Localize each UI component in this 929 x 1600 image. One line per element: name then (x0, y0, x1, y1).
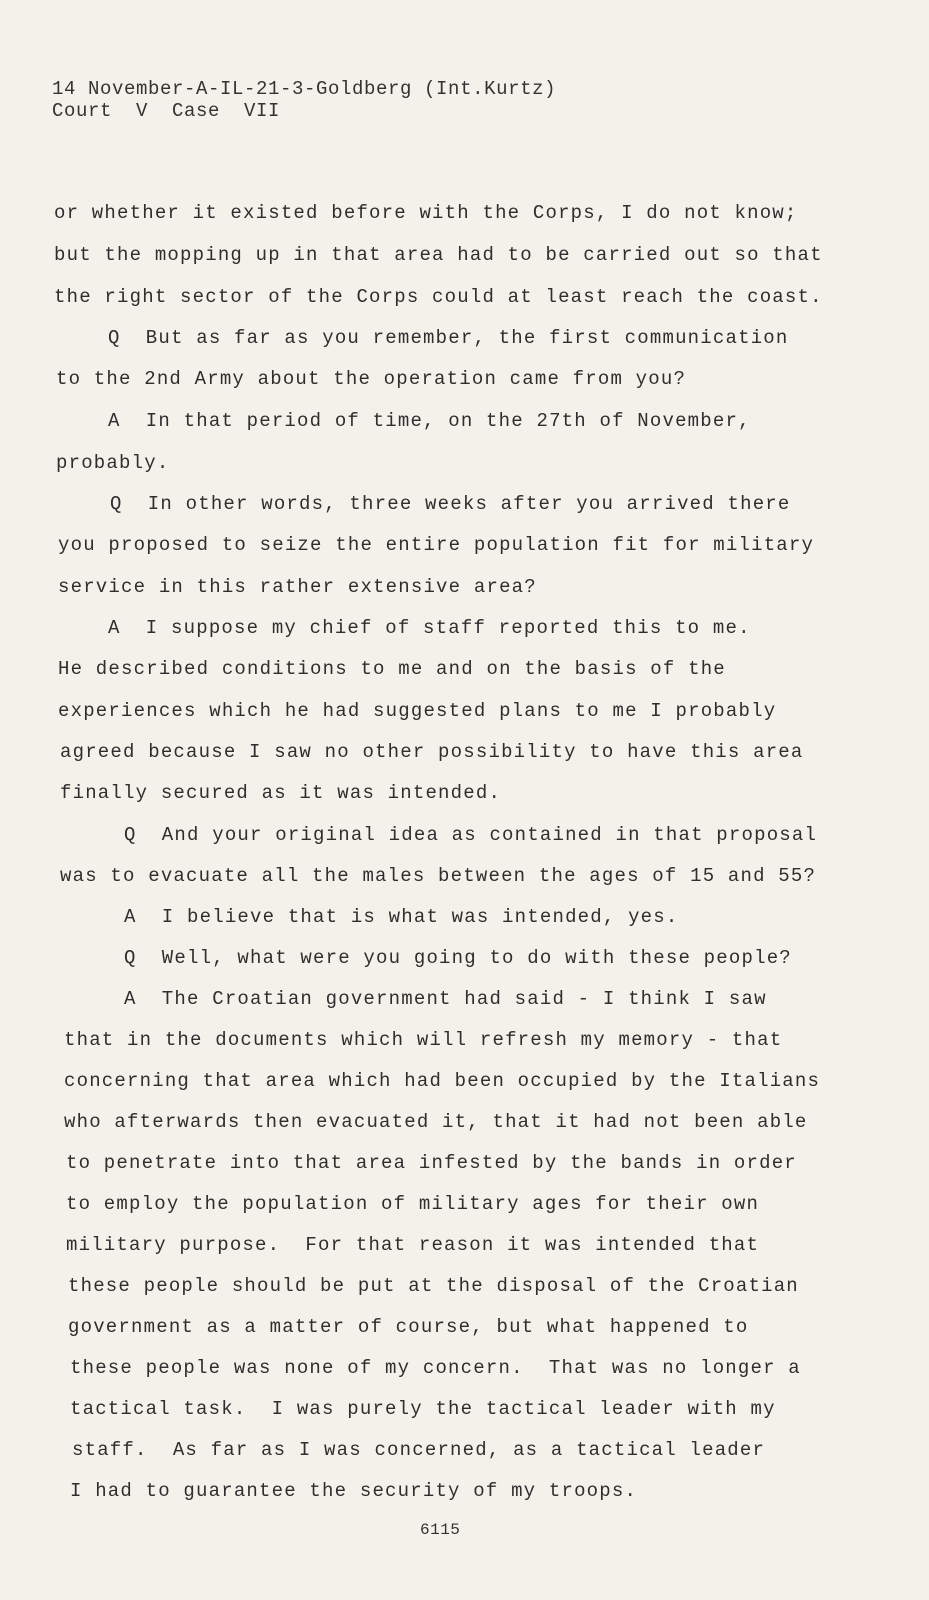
transcript-line: you proposed to seize the entire population fit for military (58, 534, 815, 556)
transcript-line: experiences which he had suggested plans to me I probably (58, 700, 777, 722)
transcript-line: government as a matter of course, but what happened to (68, 1316, 749, 1338)
transcript-line: was to evacuate all the males between the ages of 15 and 55? (60, 865, 817, 887)
transcript-line: probably. (56, 452, 170, 474)
transcript-line: service in this rather extensive area? (58, 576, 537, 598)
transcript-line: Q But as far as you remember, the first communication (108, 327, 789, 349)
transcript-line: military purpose. For that reason it was intended that (66, 1234, 760, 1256)
header-reference-line: 14 November-A-IL-21-3-Goldberg (Int.Kurtz) (52, 78, 557, 100)
transcript-line: Q In other words, three weeks after you arrived there (110, 493, 791, 515)
transcript-line: agreed because I saw no other possibility to have this area (60, 741, 804, 763)
transcript-line: tactical task. I was purely the tactical leader with my (70, 1398, 776, 1420)
transcript-line: staff. As far as I was concerned, as a tactical leader (72, 1439, 766, 1461)
transcript-line: A I suppose my chief of staff reported this to me. (108, 617, 751, 639)
transcript-line: these people was none of my concern. That was no longer a (70, 1357, 801, 1379)
transcript-line: finally secured as it was intended. (60, 782, 502, 804)
transcript-line: A I believe that is what was intended, yes. (124, 906, 679, 928)
transcript-line: who afterwards then evacuated it, that it had not been able (64, 1111, 808, 1133)
transcript-line: these people should be put at the disposal of the Croatian (68, 1275, 799, 1297)
transcript-line: A In that period of time, on the 27th of November, (108, 410, 751, 432)
transcript-line: I had to guarantee the security of my troops. (70, 1480, 638, 1502)
header-court-case-line: Court V Case VII (52, 100, 281, 122)
transcript-line: Q And your original idea as contained in that proposal (124, 824, 818, 846)
transcript-line: or whether it existed before with the Corps, I do not know; (54, 202, 798, 224)
page-number: 6115 (420, 1521, 461, 1539)
transcript-line: Q Well, what were you going to do with these people? (124, 947, 792, 969)
document-header (52, 78, 556, 122)
transcript-line: He described conditions to me and on the basis of the (58, 658, 726, 680)
transcript-line: to penetrate into that area infested by the bands in order (66, 1152, 797, 1174)
transcript-line: to the 2nd Army about the operation came from you? (56, 368, 687, 390)
transcript-line: to employ the population of military ages for their own (66, 1193, 760, 1215)
transcript-line: the right sector of the Corps could at least reach the coast. (54, 286, 823, 308)
transcript-line: but the mopping up in that area had to be carried out so that (54, 244, 823, 266)
transcript-line: A The Croatian government had said - I think I saw (124, 988, 767, 1010)
transcript-line: that in the documents which will refresh my memory - that (64, 1029, 783, 1051)
transcript-line: concerning that area which had been occupied by the Italians (64, 1070, 821, 1092)
